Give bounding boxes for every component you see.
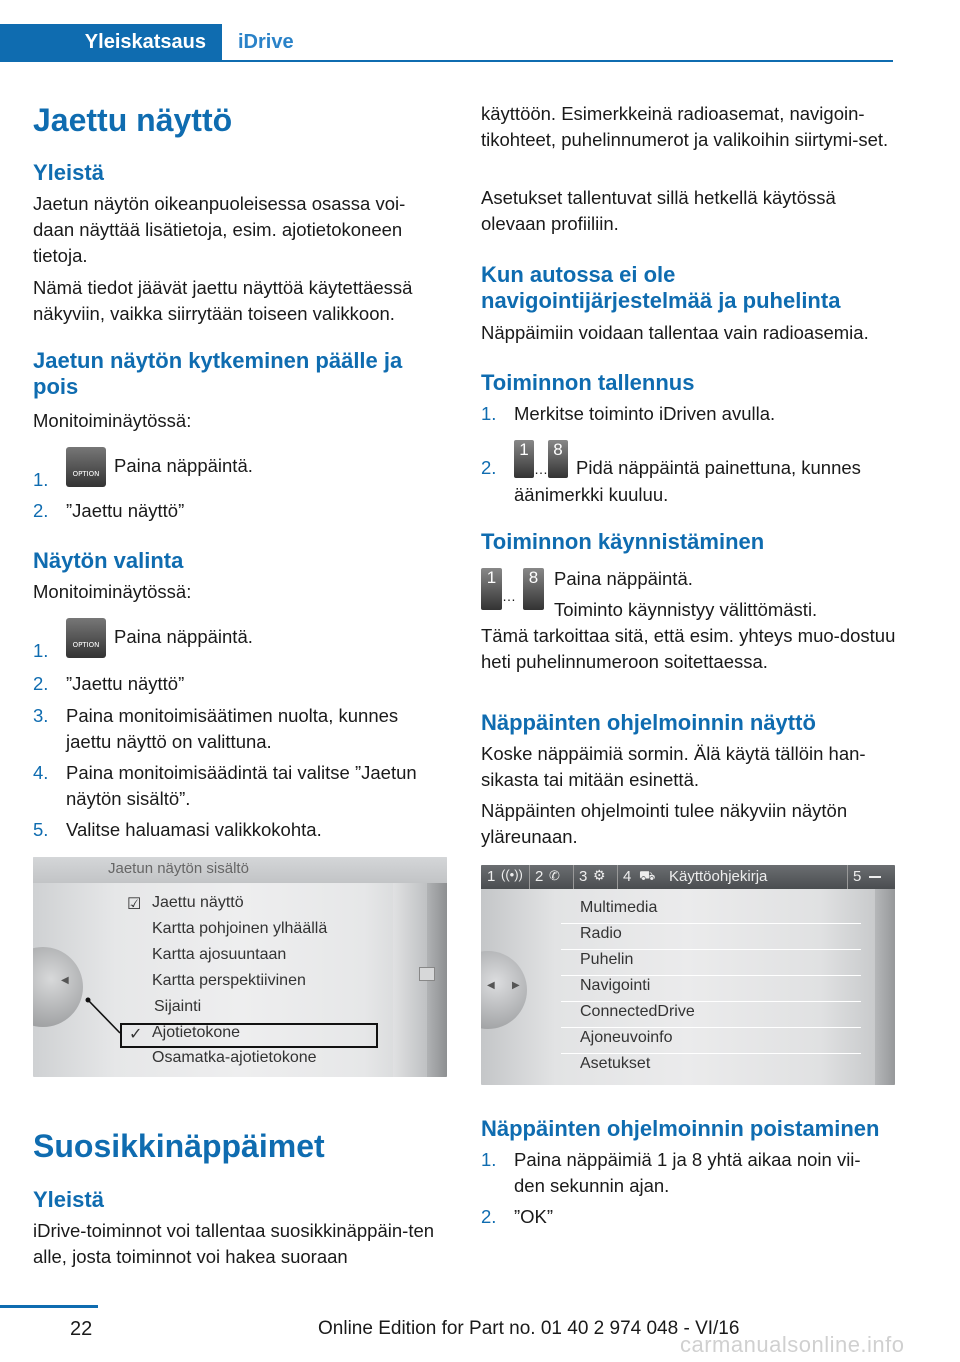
menu-item-asetukset[interactable]: Asetukset — [580, 1055, 651, 1072]
menu-item-multimedia[interactable]: Multimedia — [580, 899, 658, 916]
menu-item[interactable]: Jaettu näyttö — [152, 894, 244, 911]
option-key-icon: OPTION — [66, 618, 106, 658]
gear-icon: ⚙ — [593, 867, 606, 883]
checkmark-icon: ✓ — [129, 1026, 143, 1043]
start-line-2: Toiminto käynnistyy välittömästi. — [554, 599, 818, 620]
section-title-favorites: Suosikkinäppäimet — [33, 1128, 325, 1164]
intro-toggle: Monitoiminäytössä: — [33, 410, 192, 431]
car-icon: ⛟ — [639, 868, 656, 883]
section-heading-general: Yleistä — [33, 160, 104, 185]
ellipsis-text: … — [534, 461, 548, 477]
section-heading-save: Toiminnon tallennus — [481, 370, 695, 395]
checkbox-icon: ☑ — [127, 896, 142, 913]
tab-yleiskatsaus[interactable]: Yleiskatsaus — [0, 24, 222, 60]
favorite-keys-icon — [481, 568, 551, 610]
page-number: 22 — [70, 1318, 93, 1340]
tab-idrive[interactable]: iDrive — [238, 30, 294, 53]
section-heading-favorites-general: Yleistä — [33, 1187, 104, 1212]
watermark: carmanualsonline.info — [680, 1332, 905, 1357]
phone-icon: ✆ — [549, 868, 560, 883]
menu-item-puhelin[interactable]: Puhelin — [580, 951, 634, 968]
radio-icon: ((•)) — [501, 867, 523, 882]
paragraph-general-2: Nämä tiedot jäävät jaettu näyttöä käytettäessä näkyviin, vaikka siirrytään toiseen valikkoon. — [33, 277, 413, 324]
split-screen-menu-image — [33, 857, 447, 1077]
section-heading-toggle: Jaetun näytön kytkeminen päälle ja pois — [33, 348, 403, 399]
favorite-slot-2[interactable]: 2 — [535, 868, 544, 885]
menu-item-radio[interactable]: Radio — [580, 925, 622, 942]
menu-item-connecteddrive[interactable]: ConnectedDrive — [580, 1003, 695, 1020]
empty-slot-icon — [869, 876, 881, 878]
favorite-slot-4[interactable]: 4 — [623, 868, 632, 885]
paragraph-programming-2: Näppäinten ohjelmointi tulee näkyviin näytön yläreunaan. — [481, 800, 848, 847]
menu-item-navigointi[interactable]: Navigointi — [580, 977, 651, 994]
ellipsis-text: … — [502, 588, 516, 604]
paragraph-favorites: iDrive-toiminnot voi tallentaa suosikkinäppäin-ten alle, josta toiminnot voi hakea suoraan — [33, 1220, 435, 1267]
arrow-right-icon: ▶ — [512, 980, 520, 991]
menu-item[interactable]: Sijainti — [154, 998, 202, 1015]
page-title: Jaettu näyttö — [33, 102, 233, 138]
header-tabs — [0, 24, 893, 62]
favorite-slot-3[interactable]: 3 — [579, 868, 588, 885]
section-heading-programming-display: Näppäinten ohjelmoinnin näyttö — [481, 710, 816, 735]
menu-item[interactable]: Osamatka-ajotietokone — [152, 1049, 317, 1066]
arrow-left-icon: ◀ — [61, 975, 69, 986]
favorite-key-8-icon: 8 — [548, 440, 568, 478]
menu-item[interactable]: Kartta pohjoinen ylhäällä — [152, 920, 328, 937]
arrow-left-icon: ◀ — [487, 980, 495, 991]
favorite-keys-screen-image — [481, 865, 895, 1085]
section-heading-select: Näytön valinta — [33, 548, 184, 573]
header-rule — [0, 60, 893, 62]
favorite-key-8-icon: 8 — [523, 568, 544, 610]
footer-rule — [0, 1305, 98, 1308]
callout-line — [33, 857, 447, 1077]
section-heading-no-nav: Kun autossa ei ole navigointijärjestelmää ja puhelinta — [481, 262, 841, 313]
paragraph-programming-1: Koske näppäimiä sormin. Älä käytä tällöin han-sikasta tai mitään esinettä. — [481, 743, 866, 790]
paragraph-start: Tämä tarkoittaa sitä, että esim. yhteys muo-dostuu heti puhelinnumeroon soitettaessa. — [481, 625, 896, 672]
paragraph-no-nav: Näppäimiin voidaan tallentaa vain radioasemia. — [481, 322, 869, 343]
favorite-slot-5[interactable]: 5 — [853, 868, 862, 885]
paragraph-continued: käyttöön. Esimerkkeinä radioasemat, navigoin-tikohteet, puhelinnumerot ja valikoihin siirtymi-set. — [481, 103, 889, 150]
favorite-key-1-icon: 1 — [481, 568, 502, 610]
menu-item-ajoneuvoinfo[interactable]: Ajoneuvoinfo — [580, 1029, 673, 1046]
screen-title: Jaetun näytön sisältö — [108, 860, 249, 877]
paragraph-profile: Asetukset tallentuvat sillä hetkellä käytössä olevaan profiiliin. — [481, 187, 836, 234]
menu-item-selected[interactable]: Ajotietokone — [152, 1024, 241, 1041]
edition-text: Online Edition for Part no. 01 40 2 974 048 - VI/16 — [318, 1318, 740, 1339]
favorite-slot-1[interactable]: 1 — [487, 868, 496, 885]
intro-select: Monitoiminäytössä: — [33, 581, 192, 602]
section-heading-start: Toiminnon käynnistäminen — [481, 529, 765, 554]
favorite-key-1-icon: 1 — [514, 440, 534, 478]
section-heading-delete: Näppäinten ohjelmoinnin poistaminen — [481, 1116, 880, 1141]
menu-item[interactable]: Kartta perspektiivinen — [152, 972, 306, 989]
paragraph-general-1: Jaetun näytön oikeanpuoleisessa osassa voi-daan näyttää lisätietoja, esim. ajotietokoneen tietoja. — [33, 193, 406, 266]
start-line-1: Paina näppäintä. — [554, 568, 693, 589]
favorite-slot-4-label: Käyttöohjekirja — [669, 868, 768, 885]
option-key-icon: OPTION — [66, 447, 106, 487]
menu-item[interactable]: Kartta ajosuuntaan — [152, 946, 287, 963]
